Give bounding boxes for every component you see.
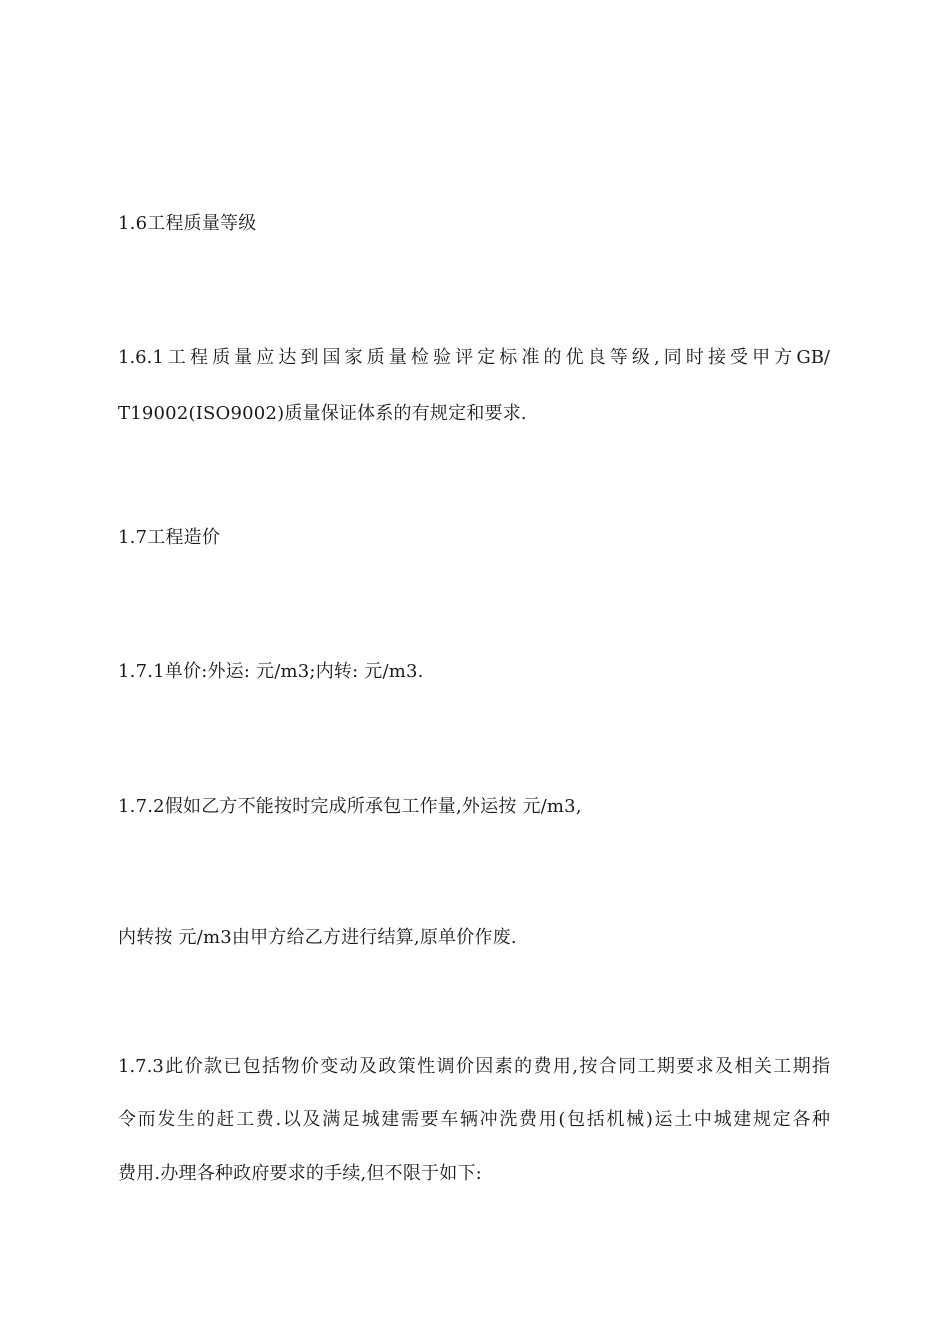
paragraph-1-7-3-line-1: 1.7.3此价款已包括物价变动及政策性调价因素的费用,按合同工期要求及相关工期指 [118,1056,830,1077]
paragraph-1-6-1-line-2: T19002(ISO9002)质量保证体系的有规定和要求. [118,403,527,424]
paragraph-1-7-3-line-2: 令而发生的赶工费.以及满足城建需要车辆冲洗费用(包括机械)运土中城建规定各种 [118,1109,830,1130]
paragraph-1-6-1-line-1: 1.6.1工程质量应达到国家质量检验评定标准的优良等级,同时接受甲方GB/ [118,347,830,368]
paragraph-1-7-3-line-3: 费用.办理各种政府要求的手续,但不限于如下: [118,1163,482,1184]
paragraph-1-7-2-line-2: 内转按 元/m3由甲方给乙方进行结算,原单价作废. [118,927,517,948]
paragraph-1-7-1: 1.7.1单价:外运: 元/m3;内转: 元/m3. [118,661,424,682]
paragraph-1-7-2-line-1: 1.7.2假如乙方不能按时完成所承包工作量,外运按 元/m3, [118,796,582,817]
section-heading-1-6: 1.6工程质量等级 [118,213,257,234]
section-heading-1-7: 1.7工程造价 [118,527,221,548]
